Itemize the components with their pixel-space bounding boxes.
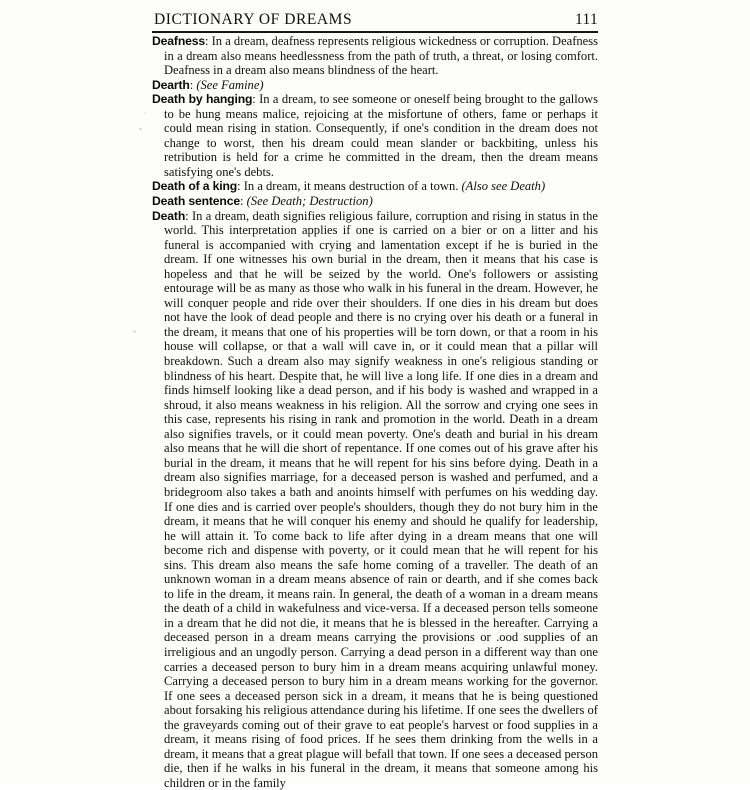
dictionary-entry xyxy=(152,78,598,93)
entry-headword: Dearth xyxy=(152,77,190,92)
scan-speckle xyxy=(133,330,136,333)
page-number: 111 xyxy=(575,11,598,28)
entry-body: In a dream, it means destruction of a town. xyxy=(243,179,462,194)
entry-headword: Deafness xyxy=(152,34,205,48)
dictionary-entry xyxy=(152,92,598,179)
scan-speckle xyxy=(144,112,146,114)
entry-crossreference: (Also see Death) xyxy=(461,179,546,194)
text-column xyxy=(152,34,598,790)
entry-headword: Death by hanging xyxy=(152,92,253,107)
page-title: DICTIONARY OF DREAMS xyxy=(154,11,353,28)
entry-separator: : xyxy=(237,179,244,194)
dictionary-entry xyxy=(152,209,598,790)
entry-headword: Death sentence xyxy=(152,194,240,209)
entry-separator: : xyxy=(185,208,192,223)
header-divider xyxy=(152,31,598,33)
entry-separator: : xyxy=(189,77,197,92)
dictionary-entry xyxy=(152,179,598,194)
entry-crossreference: (See Famine) xyxy=(196,77,264,92)
entry-headword: Death xyxy=(152,208,186,223)
entry-separator: : xyxy=(240,194,247,209)
entry-body: In a dream, deafness represents religious wickedness or corruption. Deafness in a dream also means heedlessness from the path of truth, a threat, or losing comfort. Deafness in a dream also means blindness of the heart. xyxy=(164,34,599,78)
running-head xyxy=(152,11,598,33)
entry-crossreference: (See Death; Destruction) xyxy=(246,194,373,209)
entry-body: In a dream, to see someone or oneself being brought to the gallows to be hung means malice, rejoicing at the misfortune of others, fame or perhaps it could mean rising in station. Consequently, if one's condition in the dream does not change to worst, then his dream could mean slander or backbiting, unless his retribution is held for a crime he committed in the dream, then the dream means satisfying one's debts. xyxy=(164,92,598,179)
dictionary-entry xyxy=(152,34,598,78)
dictionary-entry xyxy=(152,194,598,209)
scan-speckle xyxy=(139,128,142,130)
entry-separator: : xyxy=(252,92,260,107)
entry-headword: Death of a king xyxy=(152,179,238,194)
entry-body: In a dream, death signifies religious failure, corruption and rising in status in the world. This interpretation applies if one is carried on a bier or on a litter and his funeral is accompanied with crying and lamentation except if he is buried in the dream. If one witnesses his own burial in the dream, then it means that his case is hopeless and that he will be seized by the world. One's followers or assisting entourage will be as many as those who walk in his funeral in the dream. However, he will conquer people and ride over their shoulders. If one dies in his dream but does not have the look of dead people and there is no crying over his death or a funeral in the dream, it means that one of his properties will be torn down, or that a room in his house will collapse, or that a wall will cave in, or it could mean that a pillar will breakdown. Such a dream also may signify weakness in one's religious standing or blindness of his heart. Despite that, he will live a long life. If one dies in a dream and finds himself looking like a dead person, and if his body is washed and wrapped in a shroud, it also means weakness in his religion. All the sorrow and crying one sees in this case, represents his rising in rank and promotion in the world. Death in a dream also signifies travels, or it could mean poverty. One's death and burial in his dream also means that he will die short of repentance. If one comes out of his grave after his burial in the dream, it means that he will repent for his sins before dying. Death in a dream also signifies marriage, for a deceased person is washed and perfumed, and a bridegroom also takes a bath and anoints himself with perfumes on his wedding day. If one dies and is carried over people's shoulders, though they do not bury him in the dream, it means that he will conquer his enemy and should he qualify for leadership, he will attain it. To come back to life after dying in a dream means that one will become rich and dispense with poverty, or it could mean that he will repent for his sins. This dream also means the safe home coming of a traveller. The death of an unknown woman in a dream means absence of rain or dearth, and if she comes back to life in the dream, it means rain. In general, the death of a woman in a dream means the death of a child in wakefulness and vice-versa. If a deceased person tells someone in a dream that he did not die, it means that he is blessed in the hereafter. Carrying a deceased person in a dream means carrying the provisions or .ood supplies of an irreligious and an ungodly person. Carrying a dead person in a different way than one carries a deceased person to bury him in a dream means acquiring unlawful money. Carrying a deceased person to bury him in a dream means working for the governor. If one sees a deceased person sick in a dream, it means that he is being questioned about forsaking his religious attendance during his lifetime. If one sees the dwellers of the graveyards coming out of their grave to eat people's harvest or food supplies in a dream, it means rising of food prices. If he sees them drinking from the wells in a dream, it means that a great plague will befall that town. If one sees a deceased person die, then if he walks in his funeral in the dream, it means that someone among his children or in the family xyxy=(164,208,598,790)
entry-separator: : xyxy=(205,34,212,48)
